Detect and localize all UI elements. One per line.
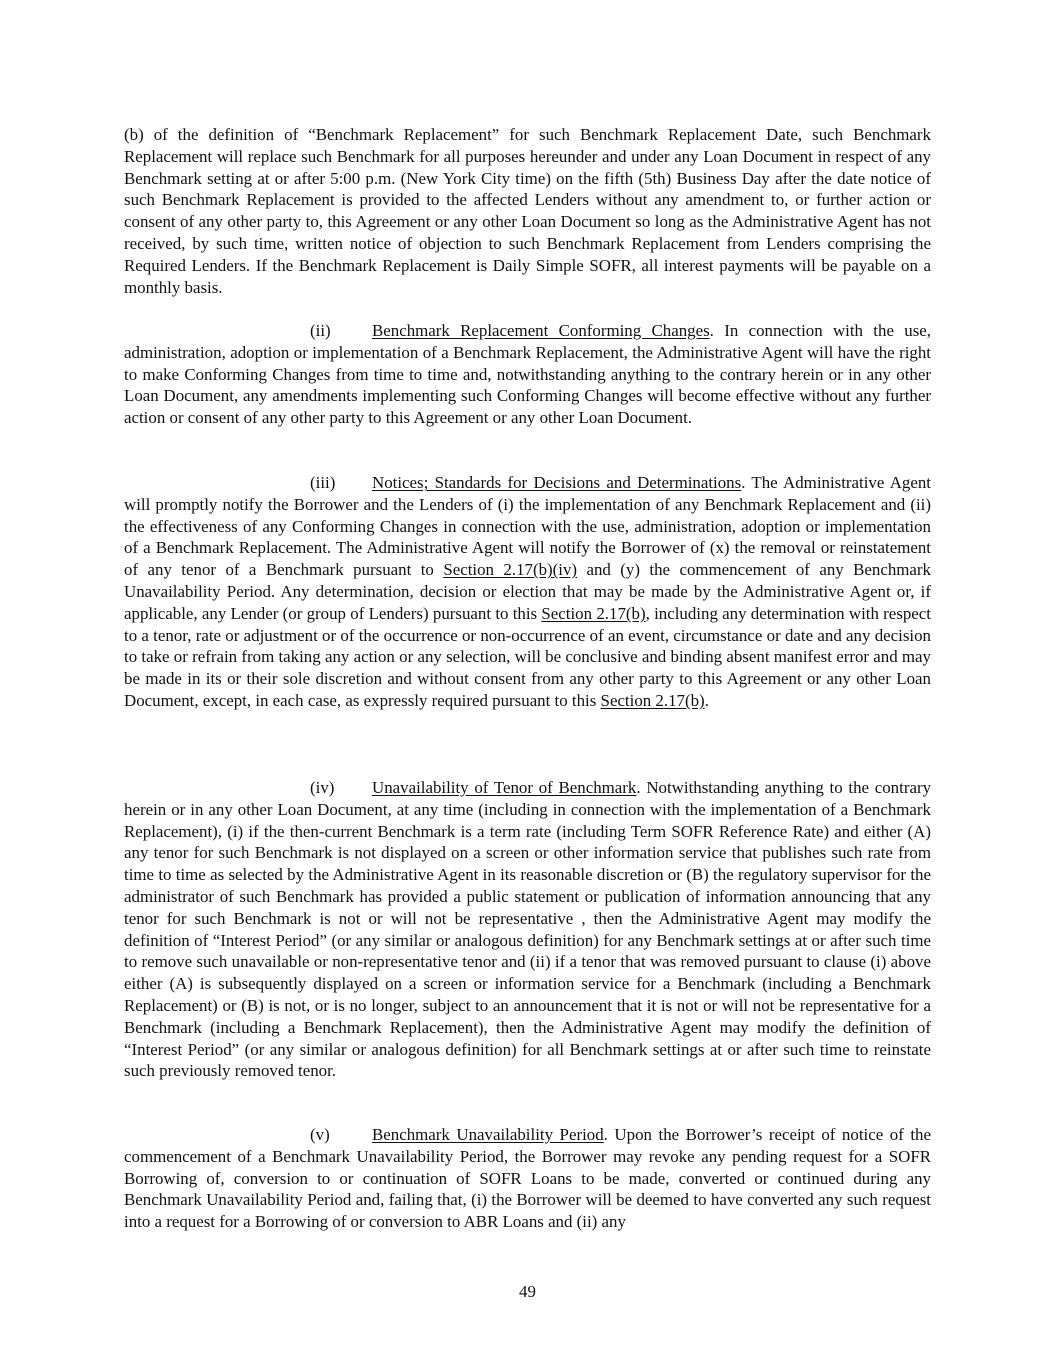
clause-heading: Benchmark Unavailability Period [372, 1125, 604, 1144]
clause-number: (ii) [310, 321, 331, 340]
section-reference: Section 2.17(b) [600, 690, 705, 710]
paragraph-ii [124, 320, 931, 429]
paragraph-b-continuation [124, 124, 931, 298]
clause-number: (iii) [310, 473, 336, 492]
paragraph-text: (b) of the definition of “Benchmark Replacement” for such Benchmark Replacement Date, such Benchmark Replacement will replace such Benchmark for all purposes hereunder and under any Loan Document in respect of any Benchmark setting at or after 5:00 p.m. (New York City time) on the fifth (5th) Business Day after the date notice of such Benchmark Replacement is provided to the affected Lenders without any amendment to, or further action or consent of any other party to, this Agreement or any other Loan Document so long as the Administrative Agent has not received, by such time, written notice of objection to such Benchmark Replacement from Lenders comprising the Required Lenders. If the Benchmark Replacement is Daily Simple SOFR, all interest payments will be payable on a monthly basis. [124, 125, 931, 297]
clause-number: (v) [310, 1125, 330, 1144]
clause-heading: Unavailability of Tenor of Benchmark [372, 778, 637, 797]
section-reference: Section 2.17(b) [541, 603, 646, 623]
paragraph-text: . In connection with the use, administration, adoption or implementation of a Benchmark Replacement, the Administrative Agent will have the right to make Conforming Changes from time to time and, notwithstanding anything to the contrary herein or in any other Loan Document, any amendments implementing such Conforming Changes will become effective without any further action or consent of any other party to this Agreement or any other Loan Document. [124, 321, 931, 428]
clause-heading: Benchmark Replacement Conforming Changes [372, 321, 710, 340]
paragraph-text: . Upon the Borrower’s receipt of notice of the commencement of a Benchmark Unavailability Period, the Borrower may revoke any pending request for a SOFR Borrowing of, conversion to or continuation of SOFR Loans to be made, converted or continued during any Benchmark Unavailability Period and, failing that, (i) the Borrower will be deemed to have converted any such request into a request for a Borrowing of or conversion to ABR Loans and (ii) any [124, 1125, 931, 1232]
clause-heading: Notices; Standards for Decisions and Determinations [372, 473, 742, 492]
paragraph-text: . [704, 690, 709, 710]
paragraph-text: , including any determination with respect to a tenor, rate or adjustment or of the occurrence or non-occurrence of an event, circumstance or date and any decision to take or refrain from taking any action or any selection, will be conclusive and binding absent manifest error and may be made in its or their sole discretion and without consent from any other party to this Agreement or any other Loan Document, except, in each case, as expressly required pursuant to this [124, 603, 931, 710]
paragraph-iii [124, 472, 931, 712]
paragraph-text: . Notwithstanding anything to the contrary herein or in any other Loan Document, at any time (including in connection with the implementation of a Benchmark Replacement), (i) if the then-current Benchmark is a term rate (including Term SOFR Reference Rate) and either (A) any tenor for such Benchmark is not displayed on a screen or other information service that publishes such rate from time to time as selected by the Administrative Agent in its reasonable discretion or (B) the regulatory supervisor for the administrator of such Benchmark has provided a public statement or publication of information announcing that any tenor for such Benchmark is not or will not be representative , then the Administrative Agent may modify the definition of “Interest Period” (or any similar or analogous definition) for any Benchmark settings at or after such time to remove such unavailable or non-representative tenor and (ii) if a tenor that was removed pursuant to clause (i) above either (A) is subsequently displayed on a screen or information service for a Benchmark (including a Benchmark Replacement) or (B) is not, or is no longer, subject to an announcement that it is not or will not be representative for a Benchmark (including a Benchmark Replacement), then the Administrative Agent may modify the definition of “Interest Period” (or any similar or analogous definition) for all Benchmark settings at or after such time to reinstate such previously removed tenor. [124, 778, 932, 1081]
clause-number: (iv) [310, 778, 335, 797]
page-number: 49 [519, 1282, 536, 1301]
section-reference: Section 2.17(b)(iv) [443, 560, 578, 580]
paragraph-text: and (y) the commencement of any Benchmark Unavailability Period. Any determination, decision or election that may be made by the Administrative Agent or, if applicable, any Lender (or group of Lenders) pursuant to this [124, 560, 931, 623]
paragraph-iv [124, 777, 931, 1082]
paragraph-v [124, 1124, 931, 1233]
paragraph-text: . The Administrative Agent will promptly notify the Borrower and the Lenders of (i) the implementation of any Benchmark Replacement and (ii) the effectiveness of any Conforming Changes in connection with the use, administration, adoption or implementation of a Benchmark Replacement. The Administrative Agent will notify the Borrower of (x) the removal or reinstatement of any tenor of a Benchmark pursuant to [124, 473, 931, 580]
